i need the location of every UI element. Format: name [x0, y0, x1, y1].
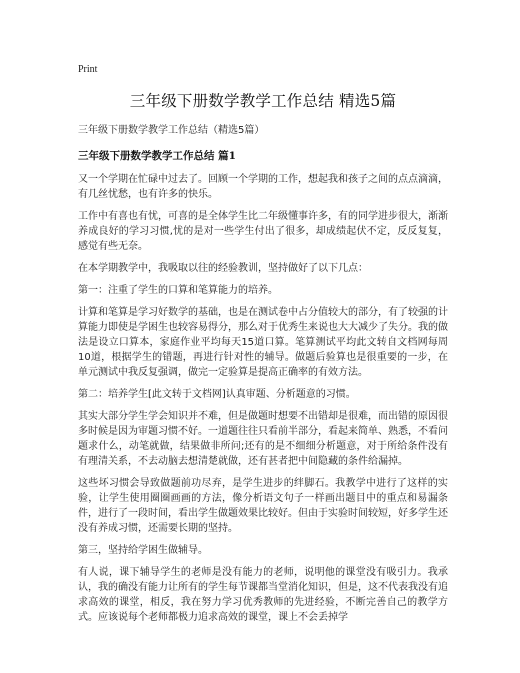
paragraph-8: 这些坏习惯会导致做题前功尽弃，是学生进步的绊脚石。我教学中进行了这样的实验，让学生使用圈圈画画的方法，像分析语文句子一样画出题目中的重点和易漏条件，进行了一段时间，看出学生做题效果比较好。但由于实验时间较短，好多学生还没有养成习惯，还需要长期的坚持。: [78, 478, 448, 534]
document-title: 三年级下册数学教学工作总结 精选5篇: [129, 92, 397, 110]
paragraph-6: 第二：培养学生[此文转于文档网]认真审题、分析题意的习惯。: [78, 389, 356, 400]
paragraph-2: 工作中有喜也有忧，可喜的是全体学生比二年级懂事许多，有的同学进步很大，渐渐养成良好的学习习惯,忧的是对一些学生付出了很多，却成绩起伏不定，反反复复，感觉有些无奈。: [78, 211, 448, 252]
paragraph-5: 计算和笔算是学习好数学的基础，也是在测试卷中占分值较大的部分，有了较强的计算能力即使是学困生也较容易得分，那么对于优秀生来说也大大减少了失分。我的做法是设立口算本，家庭作业平均每天15道口算。笔算测试平均此文转自文档网每周10道，根据学生的错题，再进行针对性的辅导。做题后验算也是很重要的一步，在单元测试中我反复强调，做完一定验算是提高正确率的有效方法。: [78, 307, 448, 378]
paragraph-7: 其实大部分学生学会知识并不难，但是做题时想要不出错却是很难，而出错的原因很多时候是因为审题习惯不好。一道题往往只看前半部分，看起来简单、熟悉，不看问题求什么，动笔就做，结果做非所问;还有的是不细细分析题意，对于所给条件没有有理清关系，不去动脑去想清楚就做，还有甚者把中间隐藏的条件给漏掉。: [78, 411, 448, 467]
paragraph-9: 第三，坚持给学困生做辅导。: [78, 545, 208, 556]
paragraph-10: 有人说，课下辅导学生的老师是没有能力的老师，说明他的课堂没有吸引力。我承认，我的确没有能力让所有的学生每节课都当堂消化知识，但是，这不代表我没有追求高效的课堂，相反，我在努力学习优秀教师的先进经验，不断完善自己的教学方式。应该说每个老师都极力追求高效的课堂，课上不会丢掉学: [78, 567, 448, 623]
paragraph-4: 第一：注重了学生的口算和笔算能力的培养。: [78, 285, 278, 296]
paragraph-3: 在本学期教学中，我吸取以往的经验教训，坚持做好了以下几点：: [78, 263, 368, 274]
print-link[interactable]: Print: [78, 64, 98, 75]
paragraph-1: 又一个学期在忙碌中过去了。回顾一个学期的工作，想起我和孩子之间的点点滴滴，有几丝忧愁，也有许多的快乐。: [78, 174, 448, 200]
section-heading: 三年级下册数学教学工作总结 篇1: [78, 150, 236, 162]
document-subtitle: 三年级下册数学教学工作总结（精选5篇）: [78, 125, 265, 136]
